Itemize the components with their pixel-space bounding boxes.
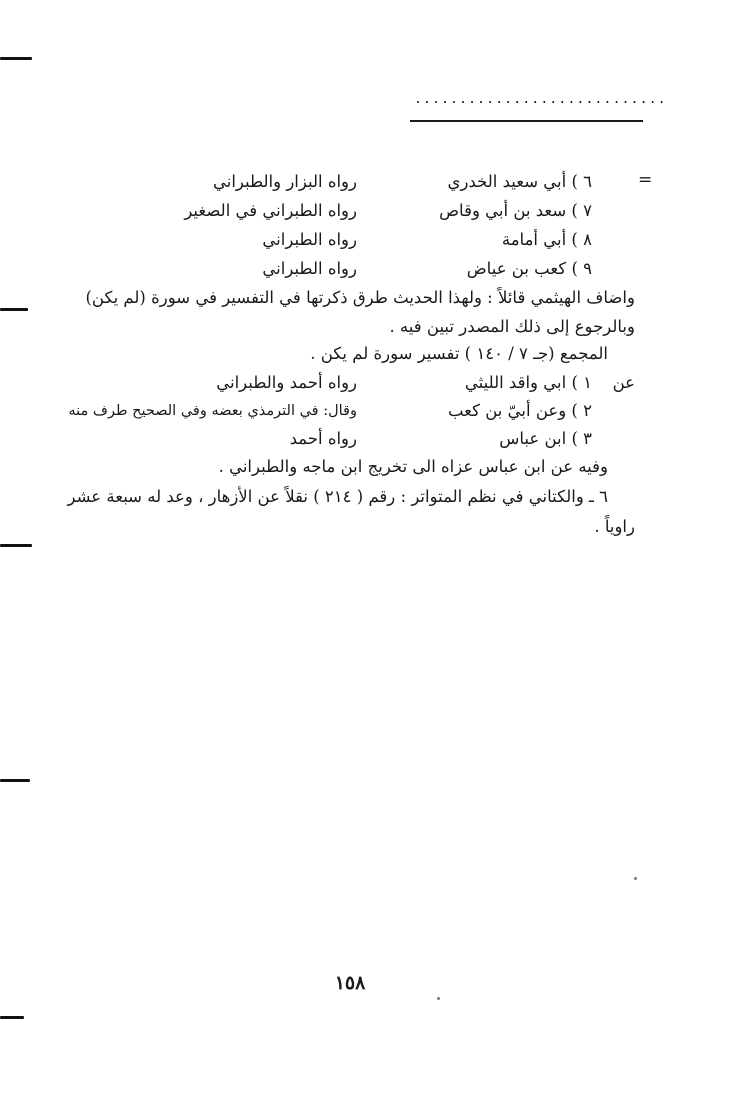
narrator-source: رواه أحمد والطبراني bbox=[216, 373, 357, 392]
margin-mark bbox=[0, 1016, 24, 1019]
paragraph-line: وبالرجوع إلى ذلك المصدر تبين فيه . bbox=[389, 317, 635, 336]
narrator-name: ٣ ) ابن عباس bbox=[499, 429, 592, 448]
an-label: عن bbox=[612, 373, 635, 392]
narrator-source: وقال: في الترمذي بعضه وفي الصحيح طرف منه bbox=[68, 403, 357, 419]
paragraph-line: ٦ ـ والكتاني في نظم المتواتر : رقم ( ٢١٤ ) نقلاً عن الأزهار ، وعد له سبعة عشر bbox=[67, 487, 608, 506]
narrator-source: رواه الطبراني bbox=[262, 230, 357, 249]
margin-mark bbox=[0, 57, 32, 60]
paragraph-line: راوياً . bbox=[594, 517, 635, 536]
narrator-source: رواه الطبراني bbox=[262, 259, 357, 278]
header-dotted-line: ............................ bbox=[414, 92, 667, 107]
narrator-name: ١ ) ابي واقد الليثي bbox=[464, 373, 592, 392]
scan-speck bbox=[437, 997, 440, 1000]
margin-mark bbox=[0, 779, 30, 782]
paragraph-line: وفيه عن ابن عباس عزاه الى تخريج ابن ماجه والطبراني . bbox=[218, 457, 608, 476]
narrator-name: ٢ ) وعن أبيّ بن كعب bbox=[447, 401, 592, 420]
paragraph-line: واضاف الهيثمي قائلاً : ولهذا الحديث طرق ذكرتها في التفسير في سورة (لم يكن) bbox=[85, 288, 635, 307]
equals-sign: = bbox=[638, 170, 653, 190]
paragraph-line: المجمع (جـ ٧ / ١٤٠ ) تفسير سورة لم يكن . bbox=[310, 344, 608, 363]
narrator-name: ٦ ) أبي سعيد الخدري bbox=[447, 172, 592, 191]
header-rule bbox=[410, 120, 643, 122]
margin-mark bbox=[0, 308, 28, 311]
margin-mark bbox=[0, 544, 32, 547]
narrator-name: ٨ ) أبي أمامة bbox=[501, 230, 592, 249]
narrator-source: رواه أحمد bbox=[289, 429, 357, 448]
scan-speck bbox=[634, 877, 637, 880]
narrator-source: رواه البزار والطبراني bbox=[212, 172, 357, 191]
narrator-source: رواه الطبراني في الصغير bbox=[184, 201, 357, 220]
narrator-name: ٩ ) كعب بن عياض bbox=[466, 259, 592, 278]
narrator-name: ٧ ) سعد بن أبي وقاص bbox=[439, 201, 592, 220]
page-number: ١٥٨ bbox=[334, 972, 366, 994]
